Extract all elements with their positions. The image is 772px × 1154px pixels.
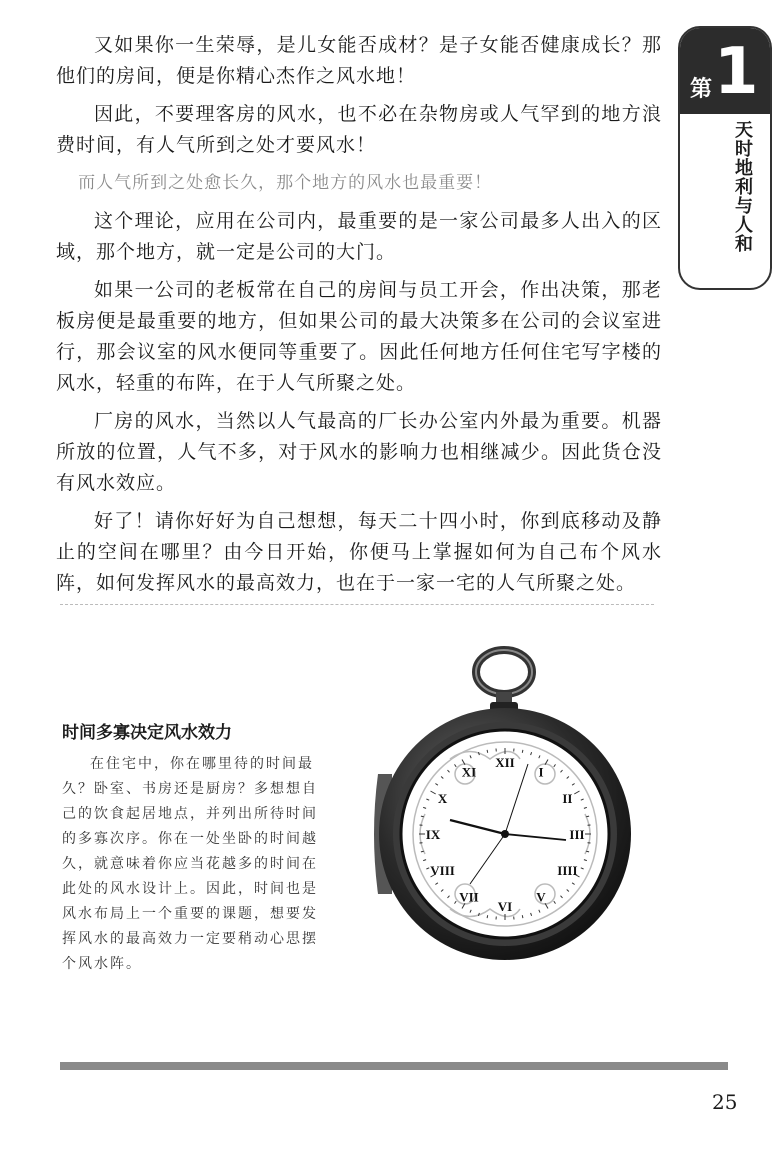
chapter-tab: [678, 26, 772, 290]
watch-numeral: V: [536, 889, 546, 905]
watch-numeral: VII: [459, 889, 479, 905]
watch-tick: [586, 816, 589, 817]
chapter-tab-header: [680, 28, 770, 114]
chapter-number: 1: [714, 35, 759, 109]
watch-numeral: VI: [497, 899, 513, 914]
watch-numeral: XI: [461, 764, 477, 780]
paragraph: 因此，不要理客房的风水，也不必在杂物房或人气罕到的地方浪费时间，有人气所到之处才要风水！: [56, 103, 662, 156]
chapter-prefix: 第: [690, 77, 713, 102]
sidebar-body: 在住宅中，你在哪里待的时间最久？卧室、书房还是厨房？多想想自己的饮食起居地点，并列出所待时间的多寡次序。你在一处坐卧的时间越久，就意味着你应当花越多的时间在此处的风水设计上。因此，时间也是风水布局上一个重要的课题，想要发挥风水的最高效力一定要稍动心思摆个风水阵。: [62, 756, 318, 972]
highlight-quote: 而人气所到之处愈长久，那个地方的风水也最重要！: [78, 173, 493, 193]
watch-numeral: VIII: [430, 863, 455, 878]
watch-tick: [522, 915, 523, 918]
main-text: [56, 30, 662, 599]
watch-tick: [487, 750, 488, 753]
paragraph: 如果一公司的老板常在自己的房间与员工开会，作出决策，那老板房便是最重要的地方，但如果公司的最大决策多在公司的会议室进行，那会议室的风水便同等重要了。因此任何地方任何住宅写字楼的风水，轻重的布阵，在于人气所聚之处。: [56, 279, 662, 394]
chapter-title: 天时地利与人和: [732, 120, 753, 253]
watch-tick: [522, 750, 523, 753]
watch-numeral: IIII: [557, 863, 578, 878]
pocket-watch-image: [370, 644, 640, 974]
paragraph: 这个理论，应用在公司内，最重要的是一家公司最多人出入的区域，那个地方，就一定是公司的大门。: [56, 210, 662, 263]
section-divider: [60, 604, 654, 605]
paragraph: 好了！请你好好为自己想想，每天二十四小时，你到底移动及静止的空间在哪里？由今日开始，你便马上掌握如何为自己布个风水阵，如何发挥风水的最高效力，也在于一家一宅的人气所聚之处。: [56, 510, 662, 594]
watch-numeral: I: [538, 764, 544, 780]
watch-numeral: III: [569, 827, 585, 842]
watch-tick: [421, 816, 424, 817]
footer-bar: [60, 1062, 728, 1070]
paragraph: 厂房的风水，当然以人气最高的厂长办公室内外最为重要。机器所放的位置，人气不多，对于风水的影响力也相继减少。因此货仓没有风水效应。: [56, 410, 662, 494]
sidebar-title: 时间多寡决定风水效力: [62, 723, 232, 743]
watch-numeral: XII: [495, 755, 515, 770]
watch-tick: [421, 851, 424, 852]
watch-numeral: X: [437, 791, 448, 806]
page-number: 25: [712, 1090, 738, 1114]
watch-numeral: IX: [425, 827, 441, 842]
watch-tick: [586, 851, 589, 852]
watch-tick: [487, 915, 488, 918]
paragraph: 又如果你一生荣辱，是儿女能否成材？是子女能否健康成长？那他们的房间，便是你精心杰作之风水地！: [56, 34, 662, 87]
watch-numeral: II: [562, 791, 573, 806]
